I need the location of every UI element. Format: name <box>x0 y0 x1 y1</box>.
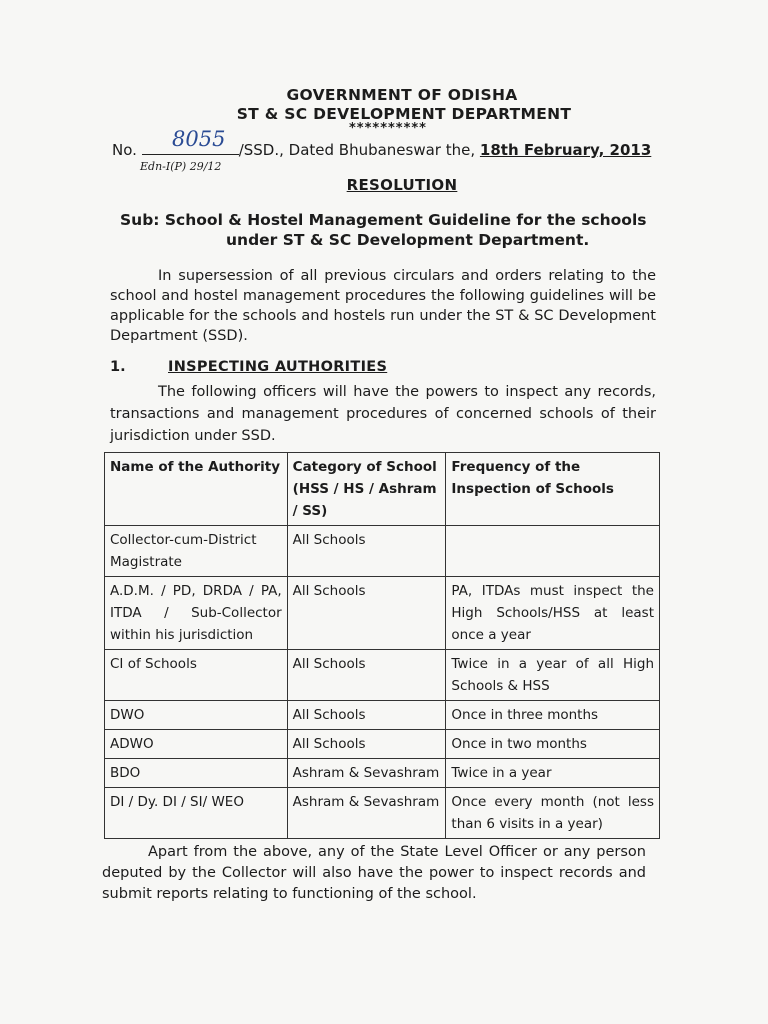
section-heading <box>110 359 387 375</box>
government-heading: GOVERNMENT OF ODISHA <box>286 86 518 104</box>
table-row <box>105 788 660 839</box>
cell-frequency: Twice in a year of all High Schools & HSS <box>446 650 660 701</box>
inspecting-authorities-table <box>104 452 660 839</box>
cell-category: Ashram & Sevashram <box>287 788 446 839</box>
reference-date: 18th February, 2013 <box>479 141 652 159</box>
reference-line <box>112 141 651 159</box>
table-row <box>105 577 660 650</box>
cell-authority: DI / Dy. DI / SI/ WEO <box>105 788 288 839</box>
cell-authority: Collector-cum-District Magistrate <box>105 526 288 577</box>
handwritten-letter-number: 8055 <box>172 127 226 151</box>
cell-category: All Schools <box>287 701 446 730</box>
header-category: Category of School (HSS / HS / Ashram / SS) <box>287 453 446 526</box>
handwritten-file-reference: Edn-I(P) 29/12 <box>140 160 222 173</box>
section-title: INSPECTING AUTHORITIES <box>168 359 388 375</box>
resolution-title: RESOLUTION <box>346 176 458 194</box>
header-authority: Name of the Authority <box>105 453 288 526</box>
table-row <box>105 526 660 577</box>
table-row <box>105 701 660 730</box>
table-row <box>105 759 660 788</box>
cell-authority: DWO <box>105 701 288 730</box>
cell-frequency: PA, ITDAs must inspect the High Schools/HSS at least once a year <box>446 577 660 650</box>
star-separator: ********** <box>349 121 427 136</box>
cell-frequency: Once every month (not less than 6 visits in a year) <box>446 788 660 839</box>
cell-category: All Schools <box>287 650 446 701</box>
subject-line-1: Sub: School & Hostel Management Guideline for the schools <box>120 211 647 229</box>
closing-paragraph: Apart from the above, any of the State Level Officer or any person deputed by the Collector will also have the power to inspect records and submit reports relating to functioning of the school. <box>102 844 646 902</box>
cell-category: Ashram & Sevashram <box>287 759 446 788</box>
cell-category: All Schools <box>287 730 446 759</box>
cell-frequency: Once in two months <box>446 730 660 759</box>
cell-category: All Schools <box>287 526 446 577</box>
cell-authority: ADWO <box>105 730 288 759</box>
table-row <box>105 730 660 759</box>
cell-authority: CI of Schools <box>105 650 288 701</box>
subject-line-2: under ST & SC Development Department. <box>226 231 590 249</box>
section-number: 1. <box>110 359 126 375</box>
department-heading: ST & SC DEVELOPMENT DEPARTMENT <box>236 105 572 123</box>
reference-no-label: No. <box>112 141 137 159</box>
cell-authority: BDO <box>105 759 288 788</box>
cell-frequency <box>446 526 660 577</box>
cell-category: All Schools <box>287 577 446 650</box>
table-row <box>105 650 660 701</box>
reference-number-blank <box>142 142 239 155</box>
intro-paragraph: In supersession of all previous circulars and orders relating to the school and hostel management procedures the following guidelines will be applicable for the schools and hostels run under the ST & SC Development Department (SSD). <box>110 268 656 344</box>
cell-frequency: Twice in a year <box>446 759 660 788</box>
cell-authority: A.D.M. / PD, DRDA / PA, ITDA / Sub-Collector within his jurisdiction <box>105 577 288 650</box>
section-paragraph: The following officers will have the powers to inspect any records, transactions and management procedures of concerned schools of their jurisdiction under SSD. <box>110 384 656 444</box>
table-header-row <box>105 453 660 526</box>
header-frequency: Frequency of the Inspection of Schools <box>446 453 660 526</box>
subject-block <box>120 210 660 250</box>
reference-suffix: /SSD., Dated Bhubaneswar the, <box>238 141 476 159</box>
cell-frequency: Once in three months <box>446 701 660 730</box>
